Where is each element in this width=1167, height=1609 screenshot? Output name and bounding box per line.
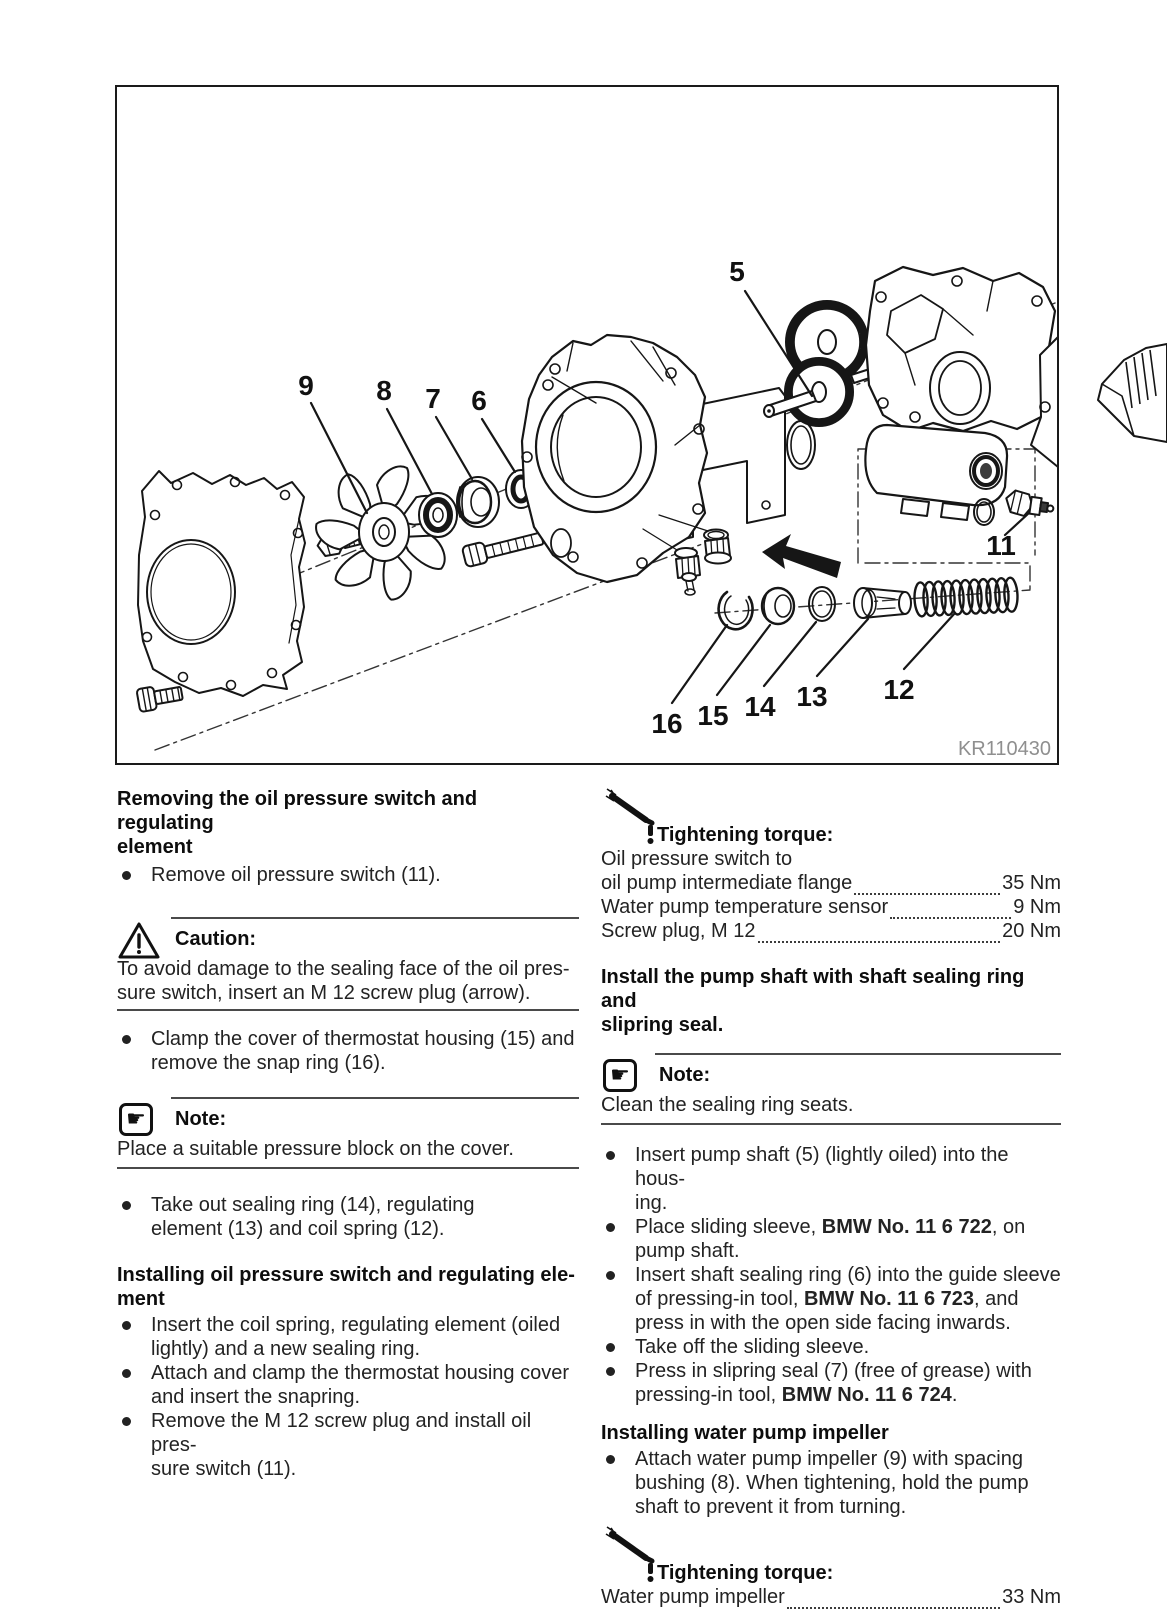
callout-5: 5 xyxy=(729,256,745,287)
cap-screw xyxy=(462,528,545,568)
callout-16: 16 xyxy=(651,708,683,739)
bullet-icon xyxy=(606,1223,615,1232)
note-block xyxy=(601,1053,1061,1125)
spacing-bushing xyxy=(419,493,457,537)
list-item: Attach water pump impeller (9) with spacing bushing (8). When tightening, hold the pump shaft to prevent it from turning. xyxy=(601,1447,1061,1519)
bullet-icon xyxy=(606,1455,615,1464)
list-item: Clamp the cover of thermostat housing (15) and remove the snap ring (16). xyxy=(117,1027,579,1075)
torque-label: Tightening torque: xyxy=(657,1562,834,1584)
list-item: Insert pump shaft (5) (lightly oiled) into the hous- ing. xyxy=(601,1143,1061,1215)
callout-11: 11 xyxy=(986,530,1016,561)
note-text: Clean the sealing ring seats. xyxy=(601,1094,854,1116)
bullet-icon xyxy=(606,1367,615,1376)
callout-15: 15 xyxy=(697,700,729,731)
torque-block-1 xyxy=(601,787,1061,943)
callout-7: 7 xyxy=(425,383,441,414)
note-text: Place a suitable pressure block on the cover. xyxy=(117,1138,514,1160)
list-item: Remove the M 12 screw plug and install oil pres- sure switch (11). xyxy=(117,1409,579,1481)
torque-block-2 xyxy=(601,1525,1061,1609)
bullet-icon xyxy=(606,1343,615,1352)
note-label: Note: xyxy=(175,1108,227,1130)
callout-8: 8 xyxy=(376,375,392,406)
bullet-icon xyxy=(606,1151,615,1160)
direction-arrow-icon xyxy=(762,534,841,578)
callout-14: 14 xyxy=(744,691,776,722)
caution-text: To avoid damage to the sealing face of the oil pres- sure switch, insert an M 12 screw plug (arrow). xyxy=(117,958,570,1004)
torque-label: Tightening torque: xyxy=(657,824,834,846)
edge-cutoff-part xyxy=(1088,338,1167,448)
section-heading-impeller: Installing water pump impeller xyxy=(601,1422,889,1444)
bullet-icon xyxy=(606,1271,615,1280)
bullet-icon xyxy=(122,1417,131,1426)
divider xyxy=(601,1123,1061,1125)
callout-9: 9 xyxy=(298,370,314,401)
torque-wrench-icon xyxy=(605,787,669,851)
callout-6: 6 xyxy=(471,385,487,416)
oil-pump-body xyxy=(865,267,1058,520)
list-item: Remove oil pressure switch (11). xyxy=(117,863,579,887)
torque-row: Oil pressure switch to xyxy=(601,848,793,870)
regulating-element xyxy=(854,588,911,618)
bullet-icon xyxy=(122,1369,131,1378)
note-block xyxy=(117,1097,579,1169)
tool-number: BMW No. 11 6 722 xyxy=(821,1216,992,1238)
note-hand-icon: ☛ xyxy=(119,1103,153,1136)
dotted-leader xyxy=(787,1592,1000,1609)
gasket-plate xyxy=(138,471,305,696)
thermostat-cover xyxy=(762,588,794,624)
list-item: Place sliding sleeve, BMW No. 11 6 722, on pump shaft. xyxy=(601,1215,1061,1263)
figure-code: KR110430 xyxy=(957,738,1051,760)
coil-spring xyxy=(914,577,1019,616)
torque-row: oil pump intermediate flange 35 Nm xyxy=(601,872,1061,894)
right-column xyxy=(601,787,1061,1609)
torque-row: Water pump temperature sensor 9 Nm xyxy=(601,896,1061,918)
o-ring-gear xyxy=(787,421,815,469)
divider xyxy=(117,1009,579,1011)
divider xyxy=(117,1167,579,1169)
bullet-icon xyxy=(122,1321,131,1330)
list-item: Insert the coil spring, regulating element (oiled lightly) and a new sealing ring. xyxy=(117,1313,579,1361)
tool-number: BMW No. 11 6 723 xyxy=(803,1288,975,1310)
warning-triangle-icon xyxy=(117,921,161,967)
list-item: Press in slipring seal (7) (free of grease) with pressing-in tool, BMW No. 11 6 724. xyxy=(601,1359,1061,1407)
bullet-icon xyxy=(122,1201,131,1210)
exploded-diagram-figure xyxy=(115,85,1059,765)
section-heading-installing: Installing oil pressure switch and regulating ele- ment xyxy=(117,1264,575,1310)
caution-label: Caution: xyxy=(175,928,257,950)
drive-gears xyxy=(764,301,884,426)
section-heading-install-shaft: Install the pump shaft with shaft sealing ring and slipring seal. xyxy=(601,966,1025,1036)
tool-number: BMW No. 11 6 724 xyxy=(781,1384,952,1406)
list-item: Take off the sliding sleeve. xyxy=(601,1335,1061,1359)
slipring-seal xyxy=(457,477,499,527)
list-item: Take out sealing ring (14), regulating element (13) and coil spring (12). xyxy=(117,1193,579,1241)
note-hand-icon: ☛ xyxy=(603,1059,637,1092)
list-item: Attach and clamp the thermostat housing cover and insert the snapring. xyxy=(117,1361,579,1409)
dotted-leader xyxy=(890,902,1011,919)
list-item: Insert shaft sealing ring (6) into the guide sleeve of pressing-in tool, BMW No. 11 6 723, and press in with the open side facing inwards. xyxy=(601,1263,1061,1335)
exploded-diagram xyxy=(115,85,1059,765)
pump-housing xyxy=(522,335,707,582)
dotted-leader xyxy=(854,878,1000,895)
caution-block xyxy=(117,917,579,1011)
bullet-icon xyxy=(122,871,131,880)
mounting-bolt xyxy=(136,682,183,712)
oil-pressure-switch xyxy=(1004,489,1055,519)
callout-13: 13 xyxy=(796,681,828,712)
section-heading-removing: Removing the oil pressure switch and regulating element xyxy=(117,788,478,858)
bullet-icon xyxy=(122,1035,131,1044)
torque-row: Water pump impeller 33 Nm xyxy=(601,1586,1061,1608)
callout-12: 12 xyxy=(883,674,915,705)
dotted-leader xyxy=(758,926,1001,943)
torque-wrench-icon xyxy=(605,1525,669,1589)
note-label: Note: xyxy=(659,1064,711,1086)
sealing-ring-14 xyxy=(809,587,835,621)
torque-row: Screw plug, M 12 20 Nm xyxy=(601,920,1061,942)
left-column xyxy=(117,787,579,1481)
